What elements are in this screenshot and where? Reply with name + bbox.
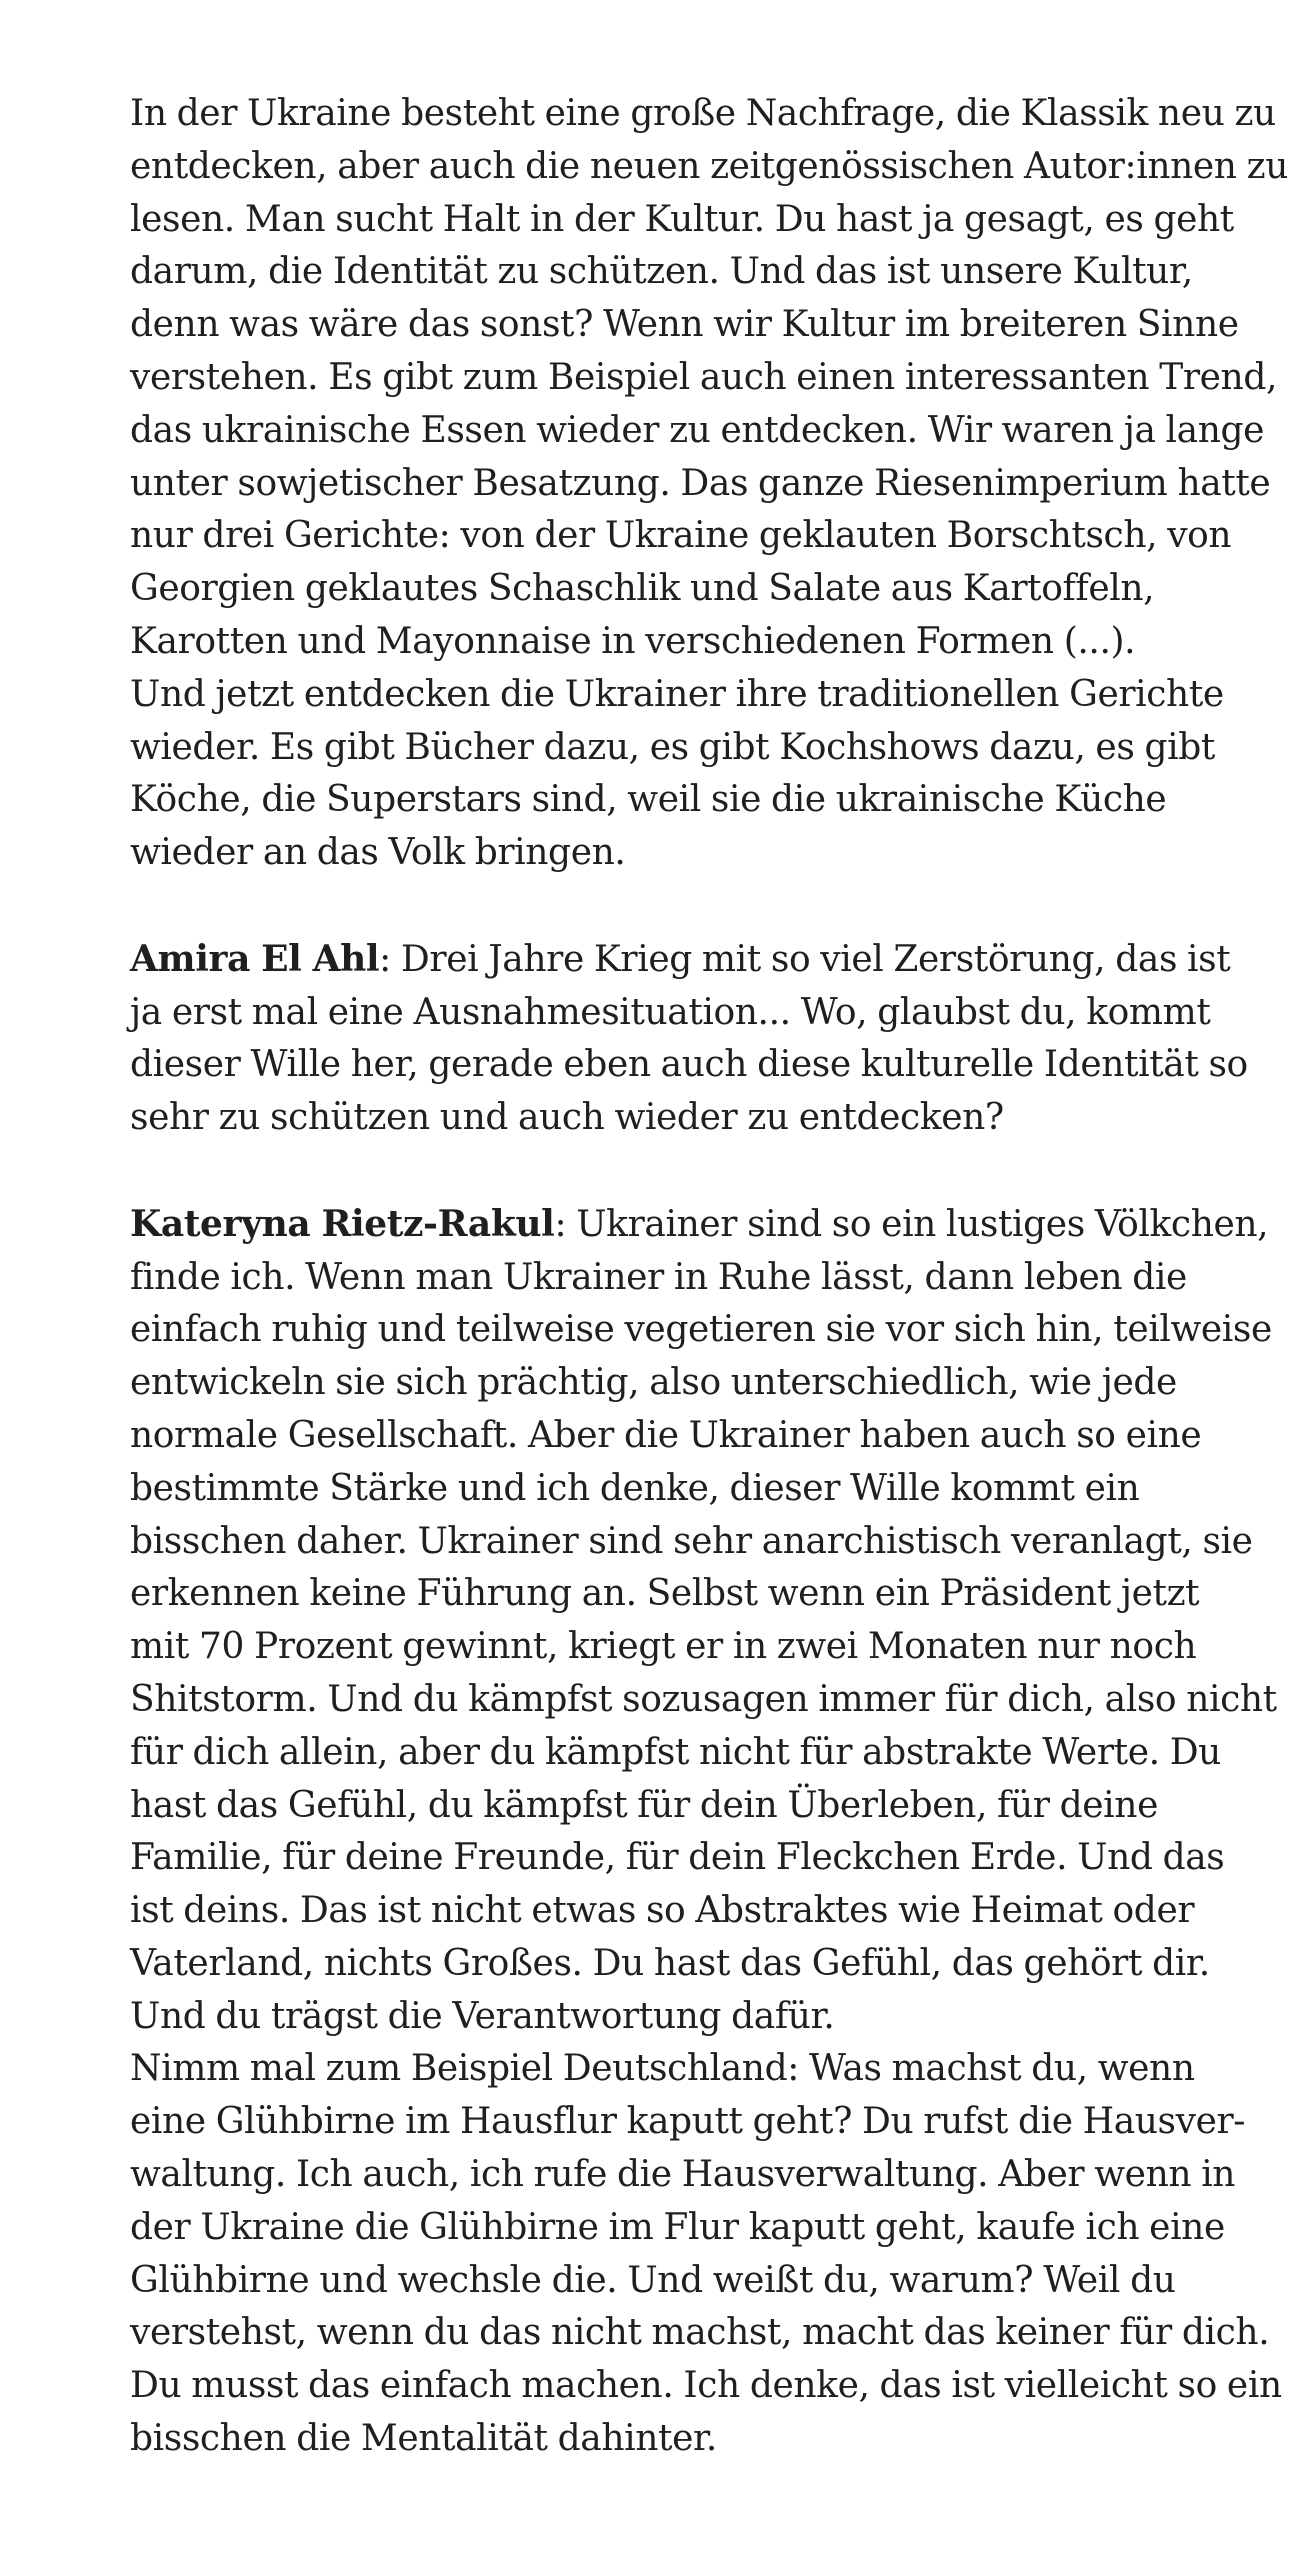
speaker-name: Kateryna Rietz-Rakul	[130, 1202, 555, 1245]
text-line: entdecken, aber auch die neuen zeitgenössischen Autor:innen zu	[130, 145, 1288, 187]
text-line: ist deins. Das ist nicht etwas so Abstraktes wie Heimat oder	[130, 1890, 1195, 1932]
text-line: Glühbirne und wechsle die. Und weißt du, warum? Weil du	[130, 2259, 1176, 2301]
speaker-name: Amira El Ahl	[130, 937, 380, 980]
text-line: waltung. Ich auch, ich rufe die Hausverwaltung. Aber wenn in	[130, 2154, 1236, 2196]
text-line: bestimmte Stärke und ich denke, dieser Wille kommt ein	[130, 1467, 1140, 1509]
text-line: hast das Gefühl, du kämpfst für dein Überleben, für deine	[130, 1784, 1158, 1826]
text-line: Und du trägst die Verantwortung dafür.	[130, 1995, 835, 2037]
text-line: darum, die Identität zu schützen. Und das ist unsere Kultur,	[130, 251, 1193, 293]
text-line: sehr zu schützen und auch wieder zu entdecken?	[130, 1097, 1004, 1139]
speech-text: : Drei Jahre Krieg mit so viel Zerstörung, das ist	[379, 938, 1231, 980]
text-line: mit 70 Prozent gewinnt, kriegt er in zwei Monaten nur noch	[130, 1626, 1197, 1668]
text-line: wieder. Es gibt Bücher dazu, es gibt Kochshows dazu, es gibt	[130, 726, 1215, 768]
text-line: Georgien geklautes Schaschlik und Salate aus Kartoffeln,	[130, 568, 1155, 610]
speech-text: : Ukrainer sind so ein lustiges Völkchen,	[554, 1203, 1269, 1245]
text-line: erkennen keine Führung an. Selbst wenn ein Präsident jetzt	[130, 1573, 1200, 1615]
text-line: Karotten und Mayonnaise in verschiedenen Formen (...).	[130, 620, 1136, 662]
text-line: verstehst, wenn du das nicht machst, macht das keiner für dich.	[130, 2312, 1270, 2354]
text-line: wieder an das Volk bringen.	[130, 832, 626, 874]
paragraph-spacer	[130, 1145, 1190, 1198]
text-line: für dich allein, aber du kämpfst nicht für abstrakte Werte. Du	[130, 1731, 1221, 1773]
text-line: ja erst mal eine Ausnahmesituation... Wo, glaubst du, kommt	[130, 991, 1211, 1033]
text-line: Köche, die Superstars sind, weil sie die ukrainische Küche	[130, 779, 1167, 821]
text-line: lesen. Man sucht Halt in der Kultur. Du hast ja gesagt, es geht	[130, 198, 1234, 240]
text-line: nur drei Gerichte: von der Ukraine geklauten Borschtsch, von	[130, 515, 1232, 557]
text-line: bisschen daher. Ukrainer sind sehr anarchistisch veranlagt, sie	[130, 1520, 1253, 1562]
text-line: Vaterland, nichts Großes. Du hast das Gefühl, das gehört dir.	[130, 1942, 1210, 1984]
text-line: Familie, für deine Freunde, für dein Fleckchen Erde. Und das	[130, 1837, 1225, 1879]
text-line: entwickeln sie sich prächtig, also unterschiedlich, wie jede	[130, 1362, 1177, 1404]
text-line: Shitstorm. Und du kämpfst sozusagen immer für dich, also nicht	[130, 1678, 1277, 1720]
text-line: denn was wäre das sonst? Wenn wir Kultur im breiteren Sinne	[130, 304, 1239, 346]
text-line: unter sowjetischer Besatzung. Das ganze Riesenimperium hatte	[130, 462, 1271, 504]
text-line: verstehen. Es gibt zum Beispiel auch einen interessanten Trend,	[130, 356, 1278, 398]
question-paragraph	[130, 933, 1248, 1145]
intro-paragraph	[130, 88, 1288, 880]
text-line: der Ukraine die Glühbirne im Flur kaputt geht, kaufe ich eine	[130, 2206, 1225, 2248]
text-line: dieser Wille her, gerade eben auch diese kulturelle Identität so	[130, 1044, 1248, 1086]
text-line	[130, 933, 1231, 987]
text-line: finde ich. Wenn man Ukrainer in Ruhe lässt, dann leben die	[130, 1256, 1187, 1298]
text-line: bisschen die Mentalität dahinter.	[130, 2418, 717, 2460]
answer-paragraph	[130, 1198, 1282, 2466]
text-line: In der Ukraine besteht eine große Nachfrage, die Klassik neu zu	[130, 93, 1276, 134]
paragraph-spacer	[130, 880, 1190, 933]
text-line: einfach ruhig und teilweise vegetieren sie vor sich hin, teilweise	[130, 1309, 1272, 1351]
text-line: normale Gesellschaft. Aber die Ukrainer haben auch so eine	[130, 1414, 1202, 1456]
text-line: Und jetzt entdecken die Ukrainer ihre traditionellen Gerichte	[130, 673, 1224, 715]
text-line: eine Glühbirne im Hausflur kaputt geht? Du rufst die Hausver-	[130, 2101, 1246, 2143]
document-page	[130, 88, 1288, 2466]
text-line: Nimm mal zum Beispiel Deutschland: Was machst du, wenn	[130, 2048, 1195, 2090]
text-line: Du musst das einfach machen. Ich denke, das ist vielleicht so ein	[130, 2365, 1282, 2407]
text-line	[130, 1198, 1269, 1252]
text-line: das ukrainische Essen wieder zu entdecken. Wir waren ja lange	[130, 409, 1265, 451]
